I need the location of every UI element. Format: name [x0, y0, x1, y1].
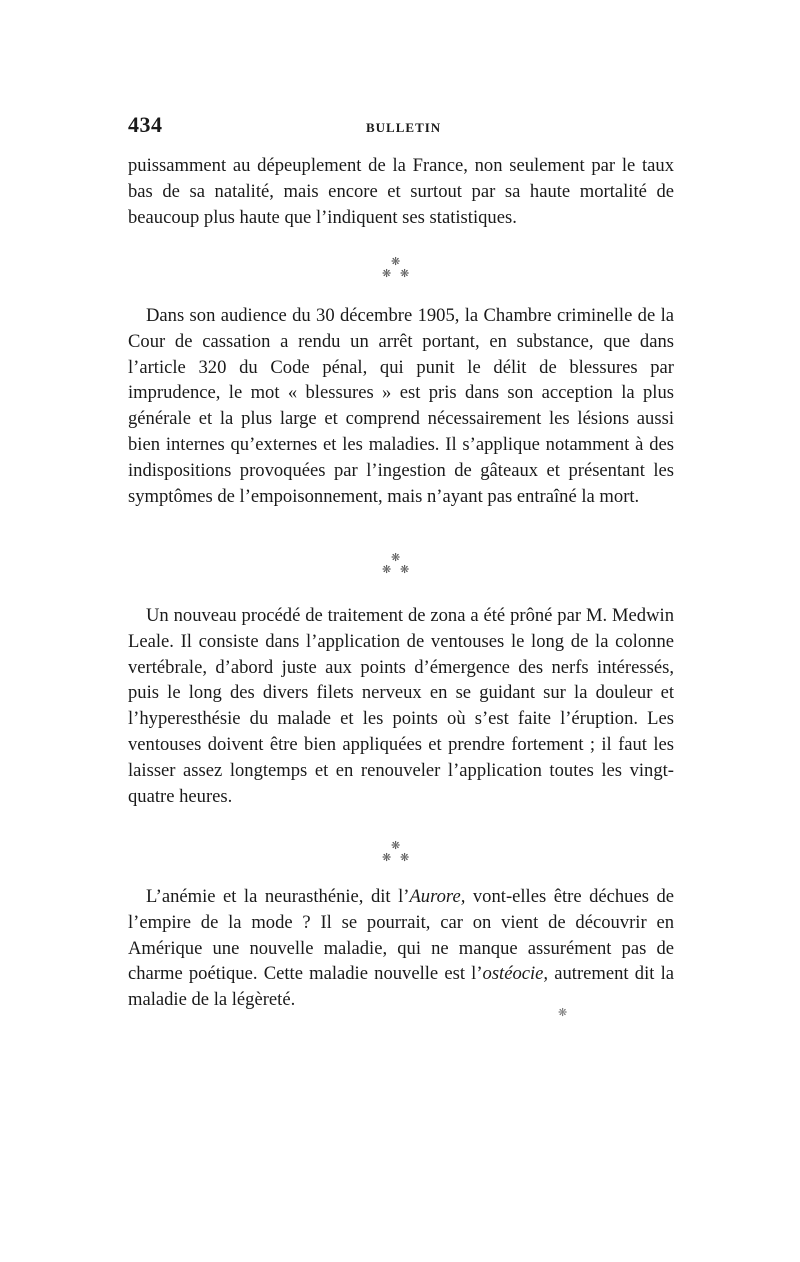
italic-newspaper-title: Aurore, — [409, 886, 466, 907]
running-head: BULLETIN — [366, 120, 442, 135]
asterisk-icon: ❋ — [382, 852, 392, 864]
text-run: vont-elles être déchues de l’empire de la mode ? Il se pourrait, car on vient de découvrir en Amérique une nouvelle maladie, qui ne manque assurément pas de charme poétique. Cette maladie nouvelle est l’ — [128, 886, 674, 985]
section-separator-2 — [382, 553, 410, 579]
paragraph-2 — [128, 303, 674, 509]
paragraph-text: puissamment au dépeuplement de la France, non seulement par le taux bas de sa natalité, mais encore et surtout par sa haute mortalité de beaucoup plus haute que l’indiquent ses statistiques. — [128, 155, 674, 228]
asterisk-icon: ❋ — [382, 268, 392, 280]
paragraph-text — [128, 884, 674, 1013]
paragraph-3 — [128, 603, 674, 809]
asterisk-icon: ❋ — [391, 840, 401, 852]
asterisk-icon: ❋ — [400, 564, 410, 576]
text-run: L’anémie et la neurasthénie, dit l’ — [146, 886, 410, 907]
asterisk-icon: ❋ — [391, 552, 401, 564]
italic-term: ostéocie, — [482, 963, 549, 985]
text-run: autrement dit la maladie de la légèreté. — [128, 963, 674, 1011]
page-header — [128, 112, 672, 142]
asterisk-icon: ❋ — [382, 564, 392, 576]
page-number: 434 — [128, 112, 163, 137]
paragraph-text: Dans son audience du 30 décembre 1905, la Chambre criminelle de la Cour de cassation a rendu un arrêt portant, en substance, que dans l’article 320 du Code pénal, qui punit le délit de blessures par imprudence, le mot « blessures » est pris dans son acception la plus générale et la plus large et comprend nécessairement les lésions aussi bien internes qu’externes et les maladies. Il s’applique notamment à des indispositions provoquées par l’ingestion de gâteaux et présentant les symptômes de l’empoisonnement, mais n’ayant pas entraîné la mort. — [128, 305, 674, 507]
asterisk-icon: ❋ — [400, 852, 410, 864]
end-ornament-icon: ❋ — [558, 1007, 568, 1019]
paragraph-text: Un nouveau procédé de traitement de zona a été prôné par M. Medwin Leale. Il consiste dans l’application de ventouses le long de la colonne vertébrale, d’abord juste aux points d’émergence des nerfs intéressés, puis le long des divers filets nerveux en se guidant sur la douleur et l’hyperesthésie du malade et les points où s’est faite l’éruption. Les ventouses doivent être bien appliquées et prendre fortement ; il faut les laisser assez longtemps et en renouveler l’application toutes les vingt-quatre heures. — [128, 605, 674, 807]
asterisk-icon: ❋ — [391, 256, 401, 268]
asterisk-icon: ❋ — [400, 268, 410, 280]
paragraph-4 — [128, 884, 674, 1013]
section-separator-1 — [382, 257, 410, 283]
paragraph-1 — [128, 153, 674, 230]
section-separator-3 — [382, 841, 410, 867]
